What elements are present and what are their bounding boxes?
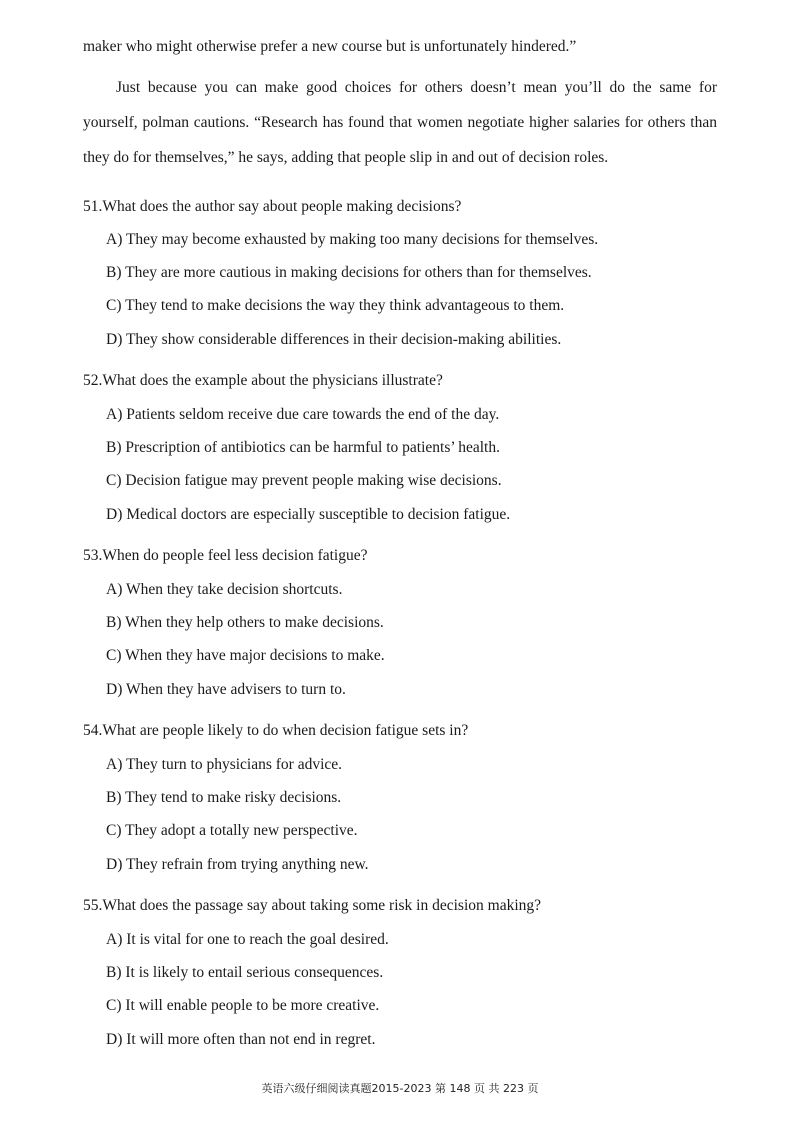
question-55-option-c: C) It will enable people to be more creative.	[106, 997, 380, 1014]
question-55-option-d: D) It will more often than not end in regret.	[106, 1031, 376, 1048]
question-52-stem: 52.What does the example about the physicians illustrate?	[83, 372, 443, 389]
question-55-option-b: B) It is likely to entail serious consequences.	[106, 964, 384, 981]
question-52-option-c: C) Decision fatigue may prevent people making wise decisions.	[106, 472, 502, 489]
question-55-option-a: A) It is vital for one to reach the goal desired.	[106, 931, 389, 948]
question-54-option-b: B) They tend to make risky decisions.	[106, 789, 342, 806]
page-footer: 英语六级仔细阅读真题2015-2023 第 148 页 共 223 页	[261, 1082, 539, 1095]
question-52-option-b: B) Prescription of antibiotics can be harmful to patients’ health.	[106, 439, 500, 456]
question-54-option-d: D) They refrain from trying anything new.	[106, 856, 369, 873]
question-52-option-a: A) Patients seldom receive due care towards the end of the day.	[106, 406, 500, 423]
question-54-option-c: C) They adopt a totally new perspective.	[106, 822, 358, 839]
question-54-stem: 54.What are people likely to do when decision fatigue sets in?	[83, 722, 469, 739]
question-52-option-d: D) Medical doctors are especially susceptible to decision fatigue.	[106, 506, 511, 523]
question-51-option-c: C) They tend to make decisions the way they think advantageous to them.	[106, 297, 565, 314]
question-53-stem: 53.When do people feel less decision fatigue?	[83, 547, 368, 564]
passage-paragraph	[83, 70, 717, 175]
question-53-option-b: B) When they help others to make decisions.	[106, 614, 384, 631]
question-51-option-d: D) They show considerable differences in their decision-making abilities.	[106, 331, 562, 348]
question-54-option-a: A) They turn to physicians for advice.	[106, 756, 343, 773]
question-51-option-b: B) They are more cautious in making decisions for others than for themselves.	[106, 264, 592, 281]
passage-paragraph-text: Just because you can make good choices for others doesn’t mean you’ll do the same for yourself, polman cautions. “Research has found that women negotiate higher salaries for others than they do for themselves,” he says, adding that people slip in and out of decision roles.	[83, 79, 717, 166]
question-55-stem: 55.What does the passage say about taking some risk in decision making?	[83, 897, 542, 914]
question-51-stem: 51.What does the author say about people making decisions?	[83, 198, 462, 215]
question-53-option-c: C) When they have major decisions to make.	[106, 647, 385, 664]
question-53-option-d: D) When they have advisers to turn to.	[106, 681, 346, 698]
question-51-option-a: A) They may become exhausted by making too many decisions for themselves.	[106, 231, 599, 248]
passage-carryover-line: maker who might otherwise prefer a new course but is unfortunately hindered.”	[83, 38, 577, 55]
question-53-option-a: A) When they take decision shortcuts.	[106, 581, 343, 598]
